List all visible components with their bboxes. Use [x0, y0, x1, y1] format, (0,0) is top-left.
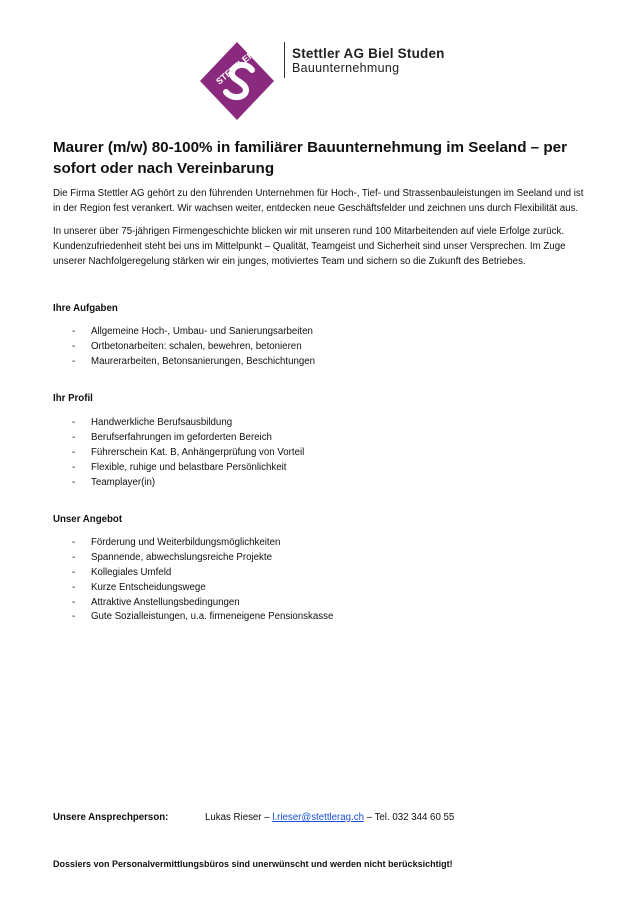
logo-divider	[284, 42, 285, 78]
bullet-dash: -	[72, 537, 76, 548]
footer-note: Dossiers von Personalvermittlungsbüros sind unerwünscht und werden nicht berücksichtigt!	[53, 859, 453, 869]
bullet-dash: -	[72, 461, 76, 473]
company-subtitle: Bauunternehmung	[292, 61, 400, 75]
stettler-logo-mark	[198, 40, 276, 122]
bullet-dash: -	[72, 551, 76, 563]
section-heading-aufgaben: Ihre Aufgaben	[53, 303, 118, 314]
contact-label: Unsere Ansprechperson:	[53, 812, 169, 823]
bullet-dash: -	[72, 340, 76, 352]
bullet-dash: -	[72, 431, 76, 443]
job-title: Maurer (m/w) 80-100% in familiärer Bauunternehmung im Seeland – per sofort oder nach Vereinbarung	[53, 139, 567, 177]
bullet-dash: -	[72, 446, 76, 458]
contact-name: Lukas Rieser –	[205, 812, 273, 823]
bullet-dash: -	[72, 417, 76, 428]
bullet-dash: -	[72, 476, 76, 488]
bullet-dash: -	[72, 566, 76, 578]
contact-email-link[interactable]: l.rieser@stettlerag.ch	[272, 812, 364, 823]
company-logo	[198, 40, 448, 122]
bullet-dash: -	[72, 596, 76, 608]
contact-phone: – Tel. 032 344 60 55	[363, 812, 455, 823]
bullet-dash: -	[72, 611, 76, 623]
intro-paragraph-2: In unserer über 75-jährigen Firmengeschichte blicken wir mit unseren rund 100 Mitarbeitenden auf viele Erfolge zurück. Kundenzufriedenheit steht bei uns im Mittelpunkt – Qualität, Teamgeist und Sicherheit sind unser Versprechen. Im Zuge unserer Nachfolgeregelung stärken wir ein junges, motiviertes Team und sichern so die Zukunft des Betriebes.	[53, 226, 566, 267]
intro-paragraph-1: Die Firma Stettler AG gehört zu den führenden Unternehmen für Hoch-, Tief- und Strassenbauleistungen im Seeland und ist in der Region fest verankert. Wir wachsen weiter, entdecken neue Geschäftsfelder und zeichnen uns durch Flexibilität aus.	[53, 188, 584, 214]
contact-details	[205, 812, 454, 823]
logo-letters: STETTLER	[214, 48, 257, 87]
section-heading-angebot: Unser Angebot	[53, 514, 123, 525]
section-heading-profil: Ihr Profil	[53, 393, 93, 404]
bullet-dash: -	[72, 326, 76, 337]
bullet-dash: -	[72, 355, 76, 367]
company-name: Stettler AG Biel Studen	[292, 46, 445, 61]
bullet-dash: -	[72, 581, 76, 593]
contact-line	[0, 812, 641, 828]
